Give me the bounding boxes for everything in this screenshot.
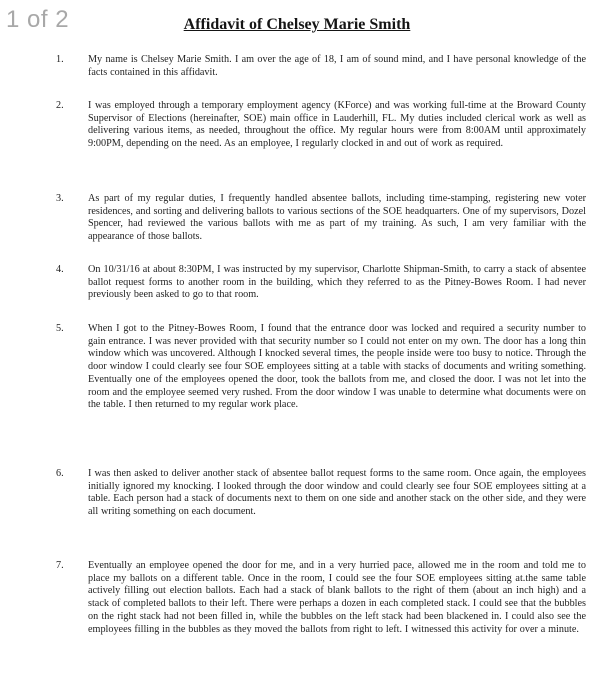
paragraph-text: When I got to the Pitney-Bowes Room, I found that the entrance door was locked and required a security number to gain entrance. I was never provided with that security number so I could not enter on my own. The door has a long thin window which was uncovered. Although I knocked several times, the people inside were too busy to notice. Through the door window I could clearly see four SOE employees sitting at a table with stacks of documents and writing something. Eventually one of the employees opened the door, took the ballots from me, and closed the door. I was not let into the room and the employee seemed very rushed. From the door window I was unable to determine what documents were on the table. I then returned to my regular work place. <box>88 323 586 411</box>
paragraph-2 <box>56 100 586 151</box>
paragraph-number: 7. <box>56 560 64 571</box>
document-title: Affidavit of Chelsey Marie Smith <box>183 16 411 33</box>
paragraph-text: On 10/31/16 at about 8:30PM, I was instructed by my supervisor, Charlotte Shipman-Smith, to carry a stack of absentee ballot request forms to another room in the building, which they referred to as the Pitney-Bowes Room. I had never previously been asked to go to that room. <box>88 264 586 301</box>
paragraph-text: I was then asked to deliver another stack of absentee ballot request forms to the same room. Once again, the employees initially ignored my knocking. I looked through the door window and could clearly see four SOE employees sitting at a table. Each person had a stack of documents next to them on one side and another stack on the other side, and they were all writing something on each document. <box>88 468 586 518</box>
paragraph-number: 4. <box>56 264 64 275</box>
paragraph-text: I was employed through a temporary employment agency (KForce) and was working full-time at the Broward County Supervisor of Elections (hereinafter, SOE) main office in Lauderhill, FL. My duties included clerical work as well as delivering various items, as needed, throughout the office. My regular hours were from 8:00AM until approximately 9:00PM, depending on the need. As an employee, I regularly clocked in and out of work as required. <box>88 100 586 150</box>
paragraph-1 <box>56 54 586 79</box>
paragraph-number: 6. <box>56 468 64 479</box>
paragraph-text: My name is Chelsey Marie Smith. I am over the age of 18, I am of sound mind, and I have personal knowledge of the facts contained in this affidavit. <box>88 54 586 78</box>
page-indicator: 1 of 2 <box>6 6 70 33</box>
paragraph-number: 1. <box>56 54 64 65</box>
paragraph-text: Eventually an employee opened the door for me, and in a very hurried pace, allowed me in the room and told me to place my ballots on a different table. Once in the room, I could see the four SOE employees sitting at.the same table actively filling out election ballots. Each had a stack of blank ballots to the right of them (about an inch high) and a stack of completed ballots to their left. There were perhaps a dozen in each completed stack. I could see that the bubbles on the right stack had not been filled in, while the bubbles on the left stack had been blackened in. I could also see the employees filling in the bubbles as they moved the ballots from right to left. I witnessed this activity for over a minute. <box>88 560 586 635</box>
paragraph-5 <box>56 323 586 412</box>
paragraph-6 <box>56 468 586 519</box>
paragraph-number: 5. <box>56 323 64 334</box>
paragraph-7 <box>56 560 586 636</box>
paragraph-number: 3. <box>56 193 64 204</box>
paragraph-text: As part of my regular duties, I frequently handled absentee ballots, including time-stamping, registering new voter residences, and sorting and delivering ballots to various sections of the SOE headquarters. One of my supervisors, Dozel Spencer, had reviewed the various ballots with me as part of my training. As such, I am very familiar with the appearance of those ballots. <box>88 193 586 243</box>
paragraph-3 <box>56 193 586 244</box>
paragraph-number: 2. <box>56 100 64 111</box>
paragraph-4 <box>56 264 586 302</box>
